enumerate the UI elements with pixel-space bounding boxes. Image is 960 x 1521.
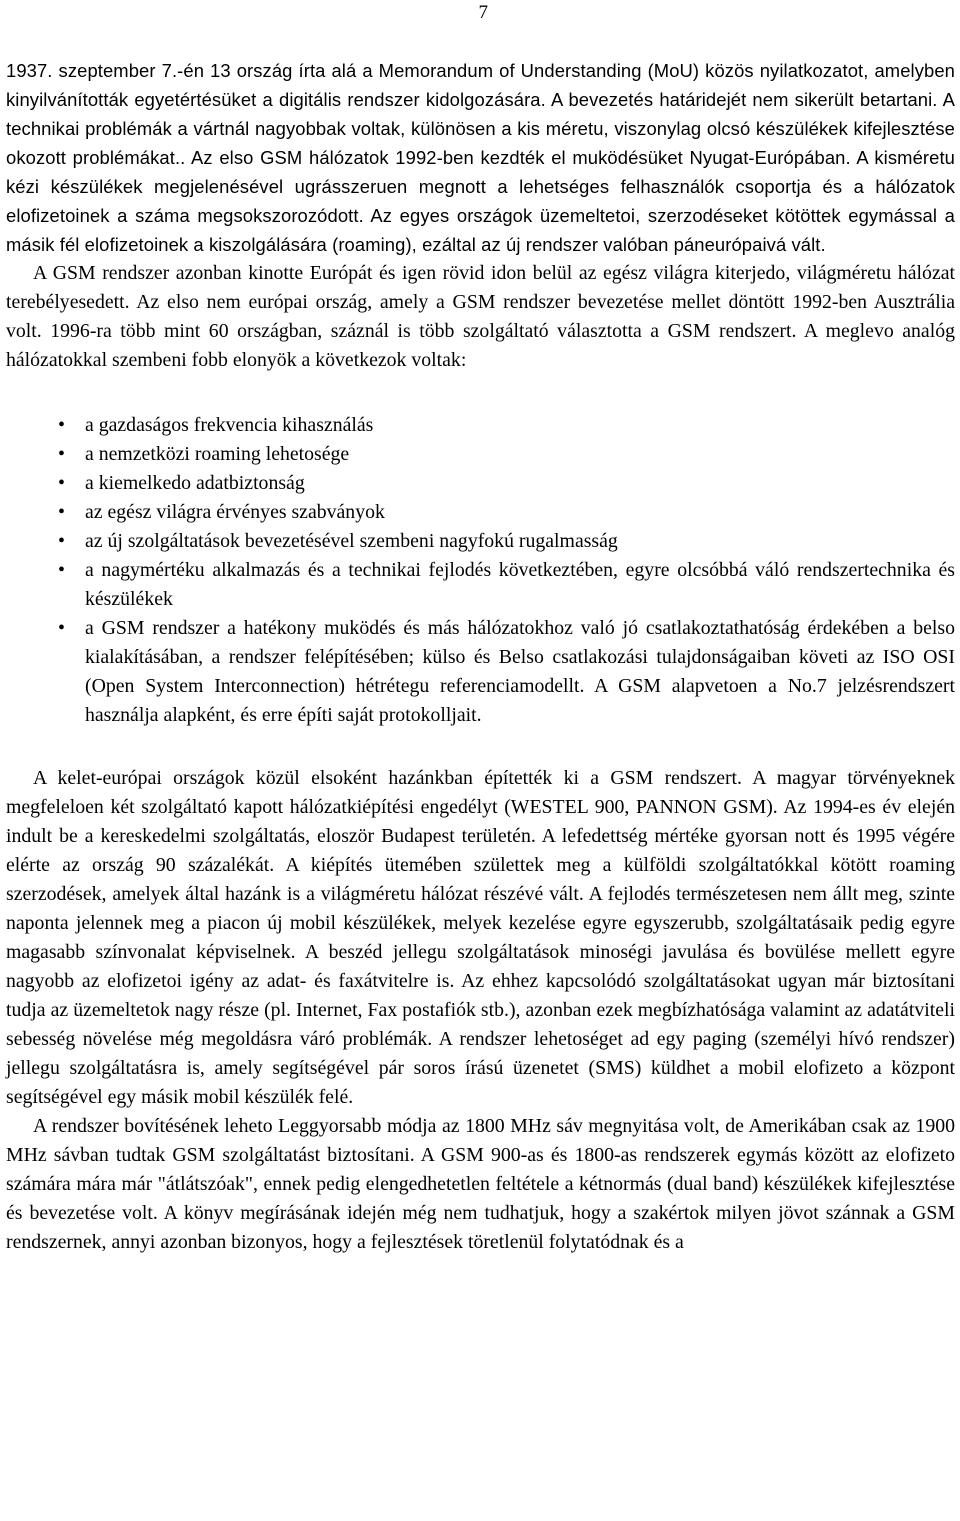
advantage-text: a nemzetközi roaming lehetosége: [85, 443, 350, 465]
gsm-world-paragraph: A GSM rendszer azonban kinotte Európát és igen rövid idon belül az egész világra kiterjedo, világméretu hálózat terebélyesedett. Az elso nem európai ország, amely a GSM rendszer bevezetése mellet döntött 1992-ben Ausztrália volt. 1996-ra több mint 60 országban, száznál is több szolgáltató választotta a GSM rendszert. A meglevo analóg hálózatokkal szembeni fobb elonyök a következok voltak:: [6, 262, 955, 371]
eastern-europe-paragraph: A kelet-európai országok közül elsoként hazánkban építették ki a GSM rendszert. A magyar törvényeknek megfeleloen két szolgáltató kapott hálózatkiépítési engedélyt (WESTEL 900, PANNON GSM). Az 1994-es év elején indult be a kereskedelmi szolgáltatás, eloször Budapest területén. A lefedettség mértéke gyorsan nott és 1995 végére elérte az ország 90 százalékát. A kiépítés ütemében születtek meg a külföldi szolgáltatókkal kötött roaming szerzodések, amelyek által hazánk is a világméretu hálózat részévé vált. A fejlodés természetesen nem állt meg, szinte naponta jelennek meg a piacon új mobil készülékek, melyek kezelése egyre egyszerubb, szolgáltatásaik pedig egyre magasabb színvonalat képviselnek. A beszéd jellegu szolgáltatások minoségi javulása és bovülése mellett egyre nagyobb az elofizetoi igény az adat- és faxátvitelre is. Az ehhez kapcsolódó szolgáltatásokat ugyan már biztosítani tudja az üzemeltetok nagy része (pl. Internet, Fax postafiók stb.), azonban ezek megbízhatósága valamint az adatátviteli sebesség növelése még megoldásra váró problémák. A rendszer lehetoséget ad egy paging (személyi hívó rendszer) jellegu szolgáltatásra is, amely segítségével pár soros írású üzenetet (SMS) küldhet a mobil elofizeto a központ segítségével egy másik mobil készülék felé.: [6, 767, 955, 1108]
advantage-item: [58, 614, 955, 730]
advantage-item: [58, 556, 955, 614]
advantages-list: [58, 411, 955, 730]
intro-paragraph: [6, 56, 955, 259]
bullet-icon: •: [58, 530, 65, 552]
advantage-item: [58, 498, 955, 527]
advantage-item: [58, 527, 955, 556]
intro-text-part2-visible: . Az elso GSM hálózatok 1992-ben kezdték el muködésüket Nyugat-Európában. A kisméretu kézi készülékek megjelenésével ugrásszeruen megnott a lehetséges felhasználók csoportja és a hálózatok elofizetoinek a száma megsokszorozódott. Az egyes országok üzemeltetoi, szerzodéseket kötöttek egymással a másik fél elofizetoinek a kiszolgálására (roaming), ezáltal az új rendszer valóban páneurópaivá vált.: [6, 147, 955, 255]
bullet-icon: •: [58, 617, 65, 639]
expansion-paragraph: A rendszer bovítésének leheto Leggyorsabb módja az 1800 MHz sáv megnyitása volt, de Amerikában csak az 1900 MHz sávban tudtak GSM szolgáltatást biztosítani. A GSM 900-as és 1800-as rendszerek egymás között az elofizeto számára mára már "átlátszóak", ennek pedig elengedhetetlen feltétele a kétnormás (dual band) készülékek kifejlesztése és bevezetése volt. A könyv megírásának idején még nem tudhatjuk, hogy a szakértok milyen jövot szánnak a GSM rendszernek, annyi azonban bizonyos, hogy a fejlesztések töretlenül folytatódnak és a: [6, 1115, 955, 1253]
advantage-text: a kiemelkedo adatbiztonság: [85, 472, 305, 494]
advantage-text: a gazdaságos frekvencia kihasználás: [85, 414, 374, 436]
advantage-text: a nagymértéku alkalmazás és a technikai fejlodés következtében, egyre olcsóbbá váló rendszertechnika és készülékek: [85, 559, 955, 610]
advantage-text: az egész világra érvényes szabványok: [85, 501, 385, 523]
advantage-item: [58, 411, 955, 440]
bullet-icon: •: [58, 501, 65, 523]
bullet-icon: •: [58, 443, 65, 465]
advantage-text: a GSM rendszer a hatékony muködés és más hálózatokhoz való jó csatlakoztathatóság érdekében a belso kialakításában, a rendszer felépítésében; külso és Belso csatlakozási tulajdonságaiban követi az ISO OSI (Open System Interconnection) hétrétegu referenciamodellt. A GSM alapvetoen a No.7 jelzésrendszert használja alapként, és erre építi saját protokolljait.: [85, 617, 955, 726]
bullet-icon: •: [58, 559, 65, 581]
page-number: 7: [478, 2, 488, 23]
document-body: [6, 56, 955, 1257]
bullet-icon: •: [58, 414, 65, 436]
advantage-item: [58, 440, 955, 469]
bullet-icon: •: [58, 472, 65, 494]
advantage-text: az új szolgáltatások bevezetésével szembeni nagyfokú rugalmasság: [85, 530, 618, 552]
advantage-item: [58, 469, 955, 498]
intro-text-part1: 1937. szeptember 7.-én 13 ország írta alá a Memorandum of Understanding (MoU) közös nyilatkozatot, amelyben kinyilvánították egyetértésüket a digitális rendszer kidolgozására. A bevezetés határidejét nem sikerült betartani. A technikai problémák a vártnál nagyobbak voltak, különösen a kis méretu, viszonylag olcsó készülékek kifejlesztése okozott problémákat.: [6, 60, 955, 168]
